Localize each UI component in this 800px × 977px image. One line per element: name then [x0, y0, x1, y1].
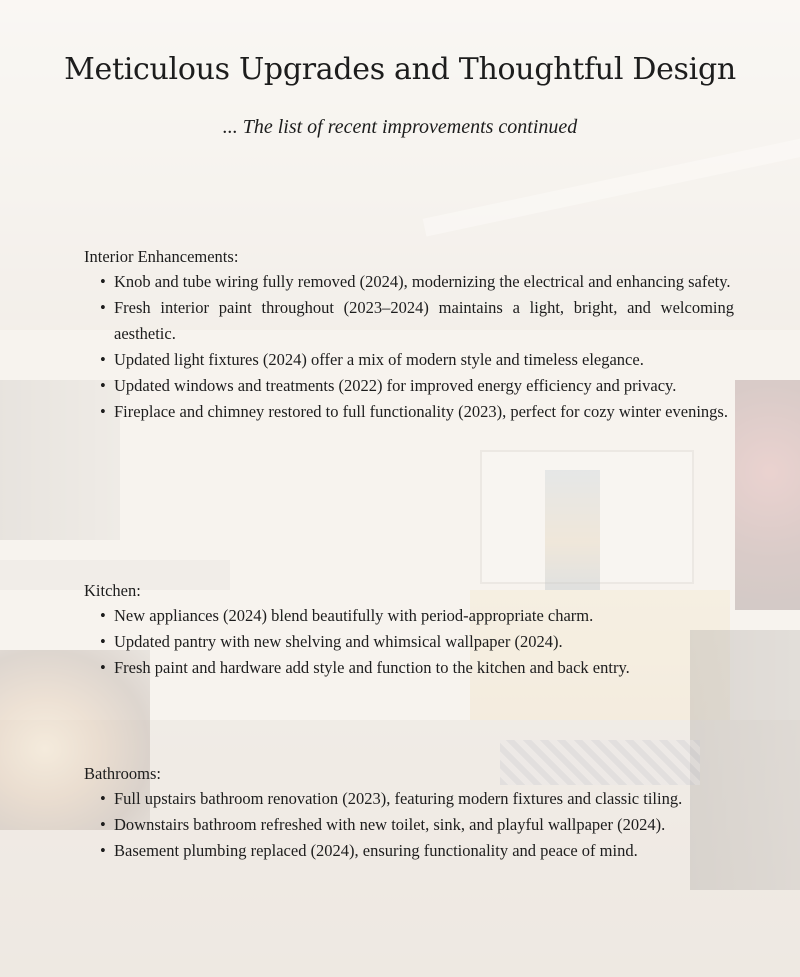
bullet-icon: •	[100, 658, 106, 677]
bullet-icon: •	[100, 402, 106, 421]
bullet-icon: •	[100, 376, 106, 395]
list-item	[84, 295, 734, 347]
bullet-list	[84, 786, 734, 864]
list-item-text: Full upstairs bathroom renovation (2023), featuring modern fixtures and classic tiling.	[114, 789, 683, 808]
list-item	[84, 373, 734, 399]
list-item-text: Knob and tube wiring fully removed (2024), modernizing the electrical and enhancing safety.	[114, 272, 731, 291]
bullet-icon: •	[100, 298, 106, 317]
bullet-icon: •	[100, 841, 106, 860]
list-item	[84, 269, 734, 295]
list-item-text: Updated light fixtures (2024) offer a mix of modern style and timeless elegance.	[114, 350, 644, 369]
list-item	[84, 812, 734, 838]
bullet-icon: •	[100, 632, 106, 651]
list-item-text: New appliances (2024) blend beautifully with period-appropriate charm.	[114, 606, 594, 625]
section-heading: Interior Enhancements:	[84, 247, 239, 266]
bullet-icon: •	[100, 350, 106, 369]
list-item	[84, 399, 734, 425]
list-item-text: Basement plumbing replaced (2024), ensuring functionality and peace of mind.	[114, 841, 638, 860]
bullet-icon: •	[100, 789, 106, 808]
list-item	[84, 347, 734, 373]
list-item-text: Fresh interior paint throughout (2023–2024) maintains a light, bright, and welcoming aesthetic.	[114, 298, 734, 343]
section-bathrooms	[84, 762, 734, 864]
bullet-icon: •	[100, 815, 106, 834]
list-item	[84, 786, 734, 812]
list-item-text: Updated windows and treatments (2022) for improved energy efficiency and privacy.	[114, 376, 677, 395]
bullet-icon: •	[100, 606, 106, 625]
list-item-text: Fresh paint and hardware add style and function to the kitchen and back entry.	[114, 658, 630, 677]
list-item	[84, 838, 734, 864]
list-item-text: Fireplace and chimney restored to full functionality (2023), perfect for cozy winter evenings.	[114, 402, 728, 421]
page-title: Meticulous Upgrades and Thoughtful Design	[64, 52, 736, 87]
section-kitchen	[84, 579, 734, 681]
list-item-text: Downstairs bathroom refreshed with new toilet, sink, and playful wallpaper (2024).	[114, 815, 666, 834]
bullet-icon: •	[100, 272, 106, 291]
list-item-text: Updated pantry with new shelving and whimsical wallpaper (2024).	[114, 632, 563, 651]
section-heading: Kitchen:	[84, 581, 141, 600]
bullet-list	[84, 603, 734, 681]
bullet-list	[84, 269, 734, 425]
list-item	[84, 603, 734, 629]
list-item	[84, 655, 734, 681]
page-subtitle: ... The list of recent improvements continued	[222, 116, 578, 138]
section-interior-enhancements	[84, 245, 734, 425]
section-heading: Bathrooms:	[84, 764, 161, 783]
list-item	[84, 629, 734, 655]
